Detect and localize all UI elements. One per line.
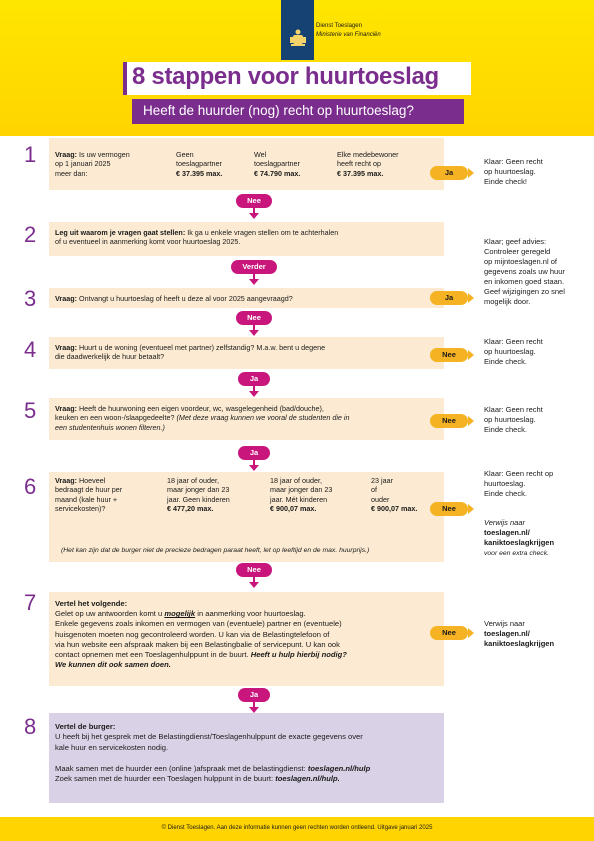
step-number-2: 2 — [24, 222, 37, 247]
step-6-option-1: 18 jaar of ouder, maar jonger dan 23 jaar. Geen kinderen € 477,20 max. — [167, 476, 230, 514]
flow-arrow-head-5 — [249, 465, 259, 471]
step-5-side-button: Nee — [430, 414, 468, 428]
step-6-side-link: Verwijs naar toeslagen.nl/ kaniktoeslagkrijgen voor een extra check. — [484, 518, 555, 557]
step-6-side-button: Nee — [430, 502, 468, 516]
flow-arrow-head-3 — [249, 330, 259, 336]
step-number-1: 1 — [24, 142, 37, 167]
step-7-side-button: Nee — [430, 626, 468, 640]
step-7-side-arrow — [468, 628, 474, 638]
step-6-option-2: 18 jaar of ouder, maar jonger dan 23 jaar. Mét kinderen € 900,07 max. — [270, 476, 333, 514]
step-4-side-arrow — [468, 350, 474, 360]
step-3-side-button: Ja — [430, 291, 468, 305]
step-6-side-arrow — [468, 504, 474, 514]
step-6-note: (Het kan zijn dat de burger niet de precieze bedragen paraat heeft, let op leeftijd en de max. huurprijs.) — [61, 547, 370, 554]
flow-button-1: Nee — [236, 194, 272, 208]
page-title: 8 stappen voor huurtoeslag — [132, 63, 439, 90]
step-number-5: 5 — [24, 398, 37, 423]
step-6-question: Vraag: Hoeveel bedraagt de huur per maand (kale huur + servicekosten)? — [55, 476, 123, 514]
crest-icon — [288, 28, 308, 48]
step-1-side-button: Ja — [430, 166, 468, 180]
flow-button-4: Ja — [238, 372, 270, 386]
step-5-side-text: Klaar: Geen recht op huurtoeslag. Einde check. — [484, 405, 543, 434]
flow-arrow-head-6 — [249, 582, 259, 588]
step-7-text: Vertel het volgende: Gelet op uw antwoorden komt u mogelijk in aanmerking voor huurtoeslag. Enkele gegevens zoals inkomen en vermogen van (eventuele) partner en (eventuele) huisgenoten moeten nog gecontroleerd worden. U kan via de Belastingtelefoon of via hun website een afspraak maken bij een Belastingbalie of servicepunt. U kan ook contact opnemen met een Toeslagenhulppunt in de buurt. Heeft u hulp hierbij nodig? We kunnen dit ook samen doen. — [55, 599, 347, 670]
step-number-3: 3 — [24, 286, 37, 311]
step-3-side-text: Klaar; geef advies: Controleer geregeld op mijntoeslagen.nl of gegevens zoals uw huur en inkomen goed staan. Geef wijzigingen zo snel mogelijk door. — [484, 237, 565, 306]
step-5-question: Vraag: Heeft de huurwoning een eigen voordeur, wc, wasgelegenheid (bad/douche), keuken en een woon-/slaapgedeelte? (Met deze vraag kunnen we vooral de studenten die in een studentenhuis wonen filteren.) — [55, 404, 350, 432]
step-1-option-2: Wel toeslagpartner € 74.790 max. — [254, 150, 301, 178]
flow-button-3: Nee — [236, 311, 272, 325]
logo-org: Dienst Toeslagen — [316, 23, 362, 29]
step-1-option-3: Elke medebewoner heeft recht op € 37.395 max. — [337, 150, 399, 178]
flow-arrow-head-2 — [249, 279, 259, 285]
step-4-side-text: Klaar: Geen recht op huurtoeslag. Einde check. — [484, 337, 543, 366]
step-3-side-arrow — [468, 293, 474, 303]
step-8-text: Vertel de burger: U heeft bij het gesprek met de Belastingdienst/Toeslagenhulppunt de exacte gegevens over kale huur en servicekosten nodig. Maak samen met de huurder een (online )afspraak met de belastingdienst: toeslagen.nl/hulp Zoek samen met de huurder een Toeslagen hulppunt in de buurt: toeslagen.nl/hulp. — [55, 722, 371, 784]
flow-button-2: Verder — [231, 260, 277, 274]
step-6-option-3: 23 jaar of ouder € 900,07 max. — [371, 476, 418, 514]
step-number-6: 6 — [24, 474, 37, 499]
step-7-side-text: Verwijs naar toeslagen.nl/ kaniktoeslagkrijgen — [484, 619, 555, 648]
step-5-side-arrow — [468, 416, 474, 426]
flow-arrow-head-4 — [249, 391, 259, 397]
step-3-question: Vraag: Ontvangt u huurtoeslag of heeft u deze al voor 2025 aangevraagd? — [55, 294, 293, 303]
footer-text: © Dienst Toeslagen. Aan deze informatie kunnen geen rechten worden ontleend. Uitgave januari 2025 — [161, 825, 433, 831]
logo-ministry: Ministerie van Financiën — [316, 32, 381, 38]
step-number-7: 7 — [24, 590, 37, 615]
step-1-side-arrow — [468, 168, 474, 178]
flow-button-5: Ja — [238, 446, 270, 460]
step-4-question: Vraag: Huurt u de woning (eventueel met partner) zelfstandig? M.a.w. bent u degene die daadwerkelijk de huur betaalt? — [55, 343, 326, 362]
step-2-text: Leg uit waarom je vragen gaat stellen: Ik ga u enkele vragen stellen om te achterhalen of u eventueel in aanmerking komt voor huurtoeslag 2025. — [55, 228, 339, 247]
step-6-side-text: Klaar: Geen recht op huurtoeslag. Einde check. — [484, 469, 554, 498]
flow-arrow-head-1 — [249, 213, 259, 219]
step-number-8: 8 — [24, 714, 37, 739]
step-1-side-text: Klaar: Geen recht op huurtoeslag. Einde check! — [484, 157, 543, 186]
flow-button-7: Ja — [238, 688, 270, 702]
flow-button-6: Nee — [236, 563, 272, 577]
step-number-4: 4 — [24, 337, 37, 362]
step-4-side-button: Nee — [430, 348, 468, 362]
step-1-question: Vraag: Is uw vermogen op 1 januari 2025 meer dan: — [55, 150, 130, 178]
page-subtitle: Heeft de huurder (nog) recht op huurtoeslag? — [143, 103, 414, 118]
step-1-option-1: Geen toeslagpartner € 37.395 max. — [176, 150, 223, 178]
